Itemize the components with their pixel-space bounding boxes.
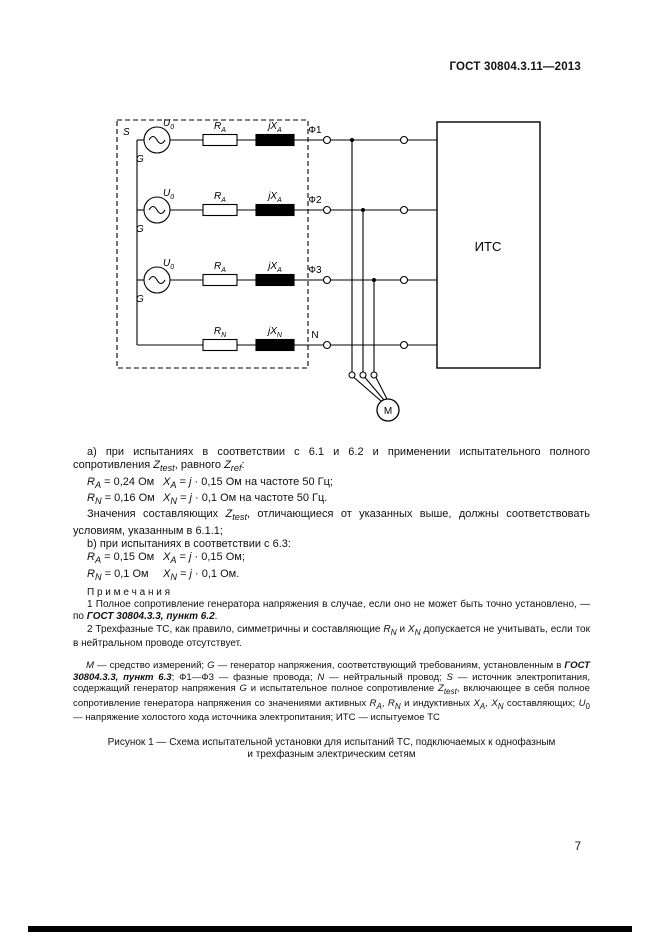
resistor-symbol bbox=[203, 135, 237, 146]
inductor-symbol bbox=[256, 135, 294, 146]
figure-1-diagram bbox=[0, 105, 661, 445]
value-left: $R_N = 0,1$ Ом bbox=[87, 567, 149, 582]
bottom-scan-bar bbox=[28, 926, 632, 932]
terminal-label-n: N bbox=[311, 330, 319, 341]
terminal-label-f3: Ф3 bbox=[308, 265, 322, 276]
paragraph-a-intro: а) при испытаниях в соответствии с 6.1 и 6.2 и применении испытательного полного сопротивления $Z_{test}$, равного $Z_{ref}$: bbox=[73, 446, 590, 474]
meter-label: М bbox=[383, 406, 393, 417]
generator-label: G bbox=[136, 154, 144, 165]
value-row bbox=[73, 492, 590, 508]
switch-contact bbox=[360, 372, 366, 378]
switch-contact bbox=[371, 372, 377, 378]
value-right: $X_N = j \cdot 0,1$ Ом на частоте 50 Гц. bbox=[163, 491, 328, 507]
document-code: ГОСТ 30804.3.11—2013 bbox=[449, 61, 581, 73]
resistor-symbol bbox=[203, 275, 237, 286]
value-row bbox=[73, 476, 590, 492]
resistor-label: $R_A$ bbox=[214, 121, 226, 134]
source-box bbox=[117, 120, 308, 368]
phase-branch-2 bbox=[136, 188, 437, 235]
generator-label: G bbox=[136, 224, 144, 235]
inductor-label: $jX_A$ bbox=[268, 191, 282, 204]
figure-legend: М — средство измерений; G — генератор напряжения, соответствующий требованиям, установленным в ГОСТ 30804.3.3, пункт 6.3; Ф1—Ф3 — фазные провода; N — нейтральный провод; S — источник электропитания, содержащий генератор напряжения G и испытательное полное сопротивление $Z_{test}$, включающее в себя полное сопротивление генератора напряжения со значениями активных $R_A$, $R_N$ и индуктивных $X_A$, $X_N$ составляющих; $U_0$ — напряжение холостого хода источника электропитания; ИТС — испытуемое ТС bbox=[73, 659, 590, 724]
generator-label: G bbox=[136, 294, 144, 305]
paragraph-b-intro: b) при испытаниях в соответствии с 6.3: bbox=[87, 537, 291, 550]
paragraph-a-outro: Значения составляющих $Z_{test}$, отличающиеся от указанных выше, должны соответствовать условиям, указанным в 6.1.1; bbox=[73, 508, 590, 537]
voltage-label: $U_0$ bbox=[163, 118, 175, 131]
eut-label: ИТС bbox=[474, 239, 502, 254]
inductor-symbol bbox=[256, 205, 294, 216]
connector-point bbox=[401, 342, 408, 349]
value-left: $R_A = 0,24$ Ом bbox=[87, 475, 155, 490]
terminal-point bbox=[324, 277, 331, 284]
neutral-branch bbox=[137, 326, 437, 351]
value-row bbox=[73, 568, 590, 584]
resistor-label: $R_A$ bbox=[214, 191, 226, 204]
terminal-point bbox=[324, 342, 331, 349]
connector-point bbox=[401, 137, 408, 144]
phase-branch-3 bbox=[136, 258, 437, 305]
terminal-point bbox=[324, 207, 331, 214]
switch-contact bbox=[349, 372, 355, 378]
switch-blade bbox=[376, 378, 387, 400]
figure-caption: Рисунок 1 — Схема испытательной установки для испытаний ТС, подключаемых к однофазным и трехфазным электрическим сетям bbox=[107, 736, 556, 761]
terminal-point bbox=[324, 137, 331, 144]
value-row bbox=[73, 551, 590, 567]
connector-point bbox=[401, 277, 408, 284]
notes-section bbox=[73, 587, 590, 650]
value-right: $X_N = j \cdot 0,1$ Ом. bbox=[163, 567, 240, 582]
resistor-symbol bbox=[203, 340, 237, 351]
resistor-label: $R_N$ bbox=[213, 326, 227, 339]
value-left: $R_N = 0,16$ Ом bbox=[87, 491, 155, 507]
source-box-label: S bbox=[123, 127, 130, 138]
note-1: 1 Полное сопротивление генератора напряжения в случае, если оно не может быть точно установлено, — по ГОСТ 30804.3.3, пункт 6.2. bbox=[73, 599, 590, 623]
inductor-label: $jX_A$ bbox=[268, 121, 282, 134]
terminal-label-f1: Ф1 bbox=[308, 125, 322, 136]
note-2: 2 Трехфазные ТС, как правило, симметричны и составляющие $R_N$ и $X_N$ допускается не учитывать, если ток в нейтральном проводе отсутствует. bbox=[73, 623, 590, 649]
body-text bbox=[73, 446, 590, 762]
inductor-label: $jX_N$ bbox=[268, 326, 282, 339]
page-number: 7 bbox=[574, 841, 581, 853]
voltage-label: $U_0$ bbox=[163, 258, 175, 271]
notes-heading: П р и м е ч а н и я bbox=[87, 586, 171, 598]
voltage-label: $U_0$ bbox=[163, 188, 175, 201]
inductor-symbol bbox=[256, 340, 294, 351]
resistor-symbol bbox=[203, 205, 237, 216]
resistor-label: $R_A$ bbox=[214, 261, 226, 274]
phase-branch-1 bbox=[136, 118, 437, 165]
terminal-label-f2: Ф2 bbox=[308, 195, 322, 206]
value-left: $R_A = 0,15$ Ом bbox=[87, 551, 155, 566]
inductor-symbol bbox=[256, 275, 294, 286]
value-right: $X_A = j \cdot 0,15$ Ом; bbox=[163, 551, 245, 566]
inductor-label: $jX_A$ bbox=[268, 261, 282, 274]
value-right: $X_A = j \cdot 0,15$ Ом на частоте 50 Гц; bbox=[163, 475, 333, 490]
connector-point bbox=[401, 207, 408, 214]
